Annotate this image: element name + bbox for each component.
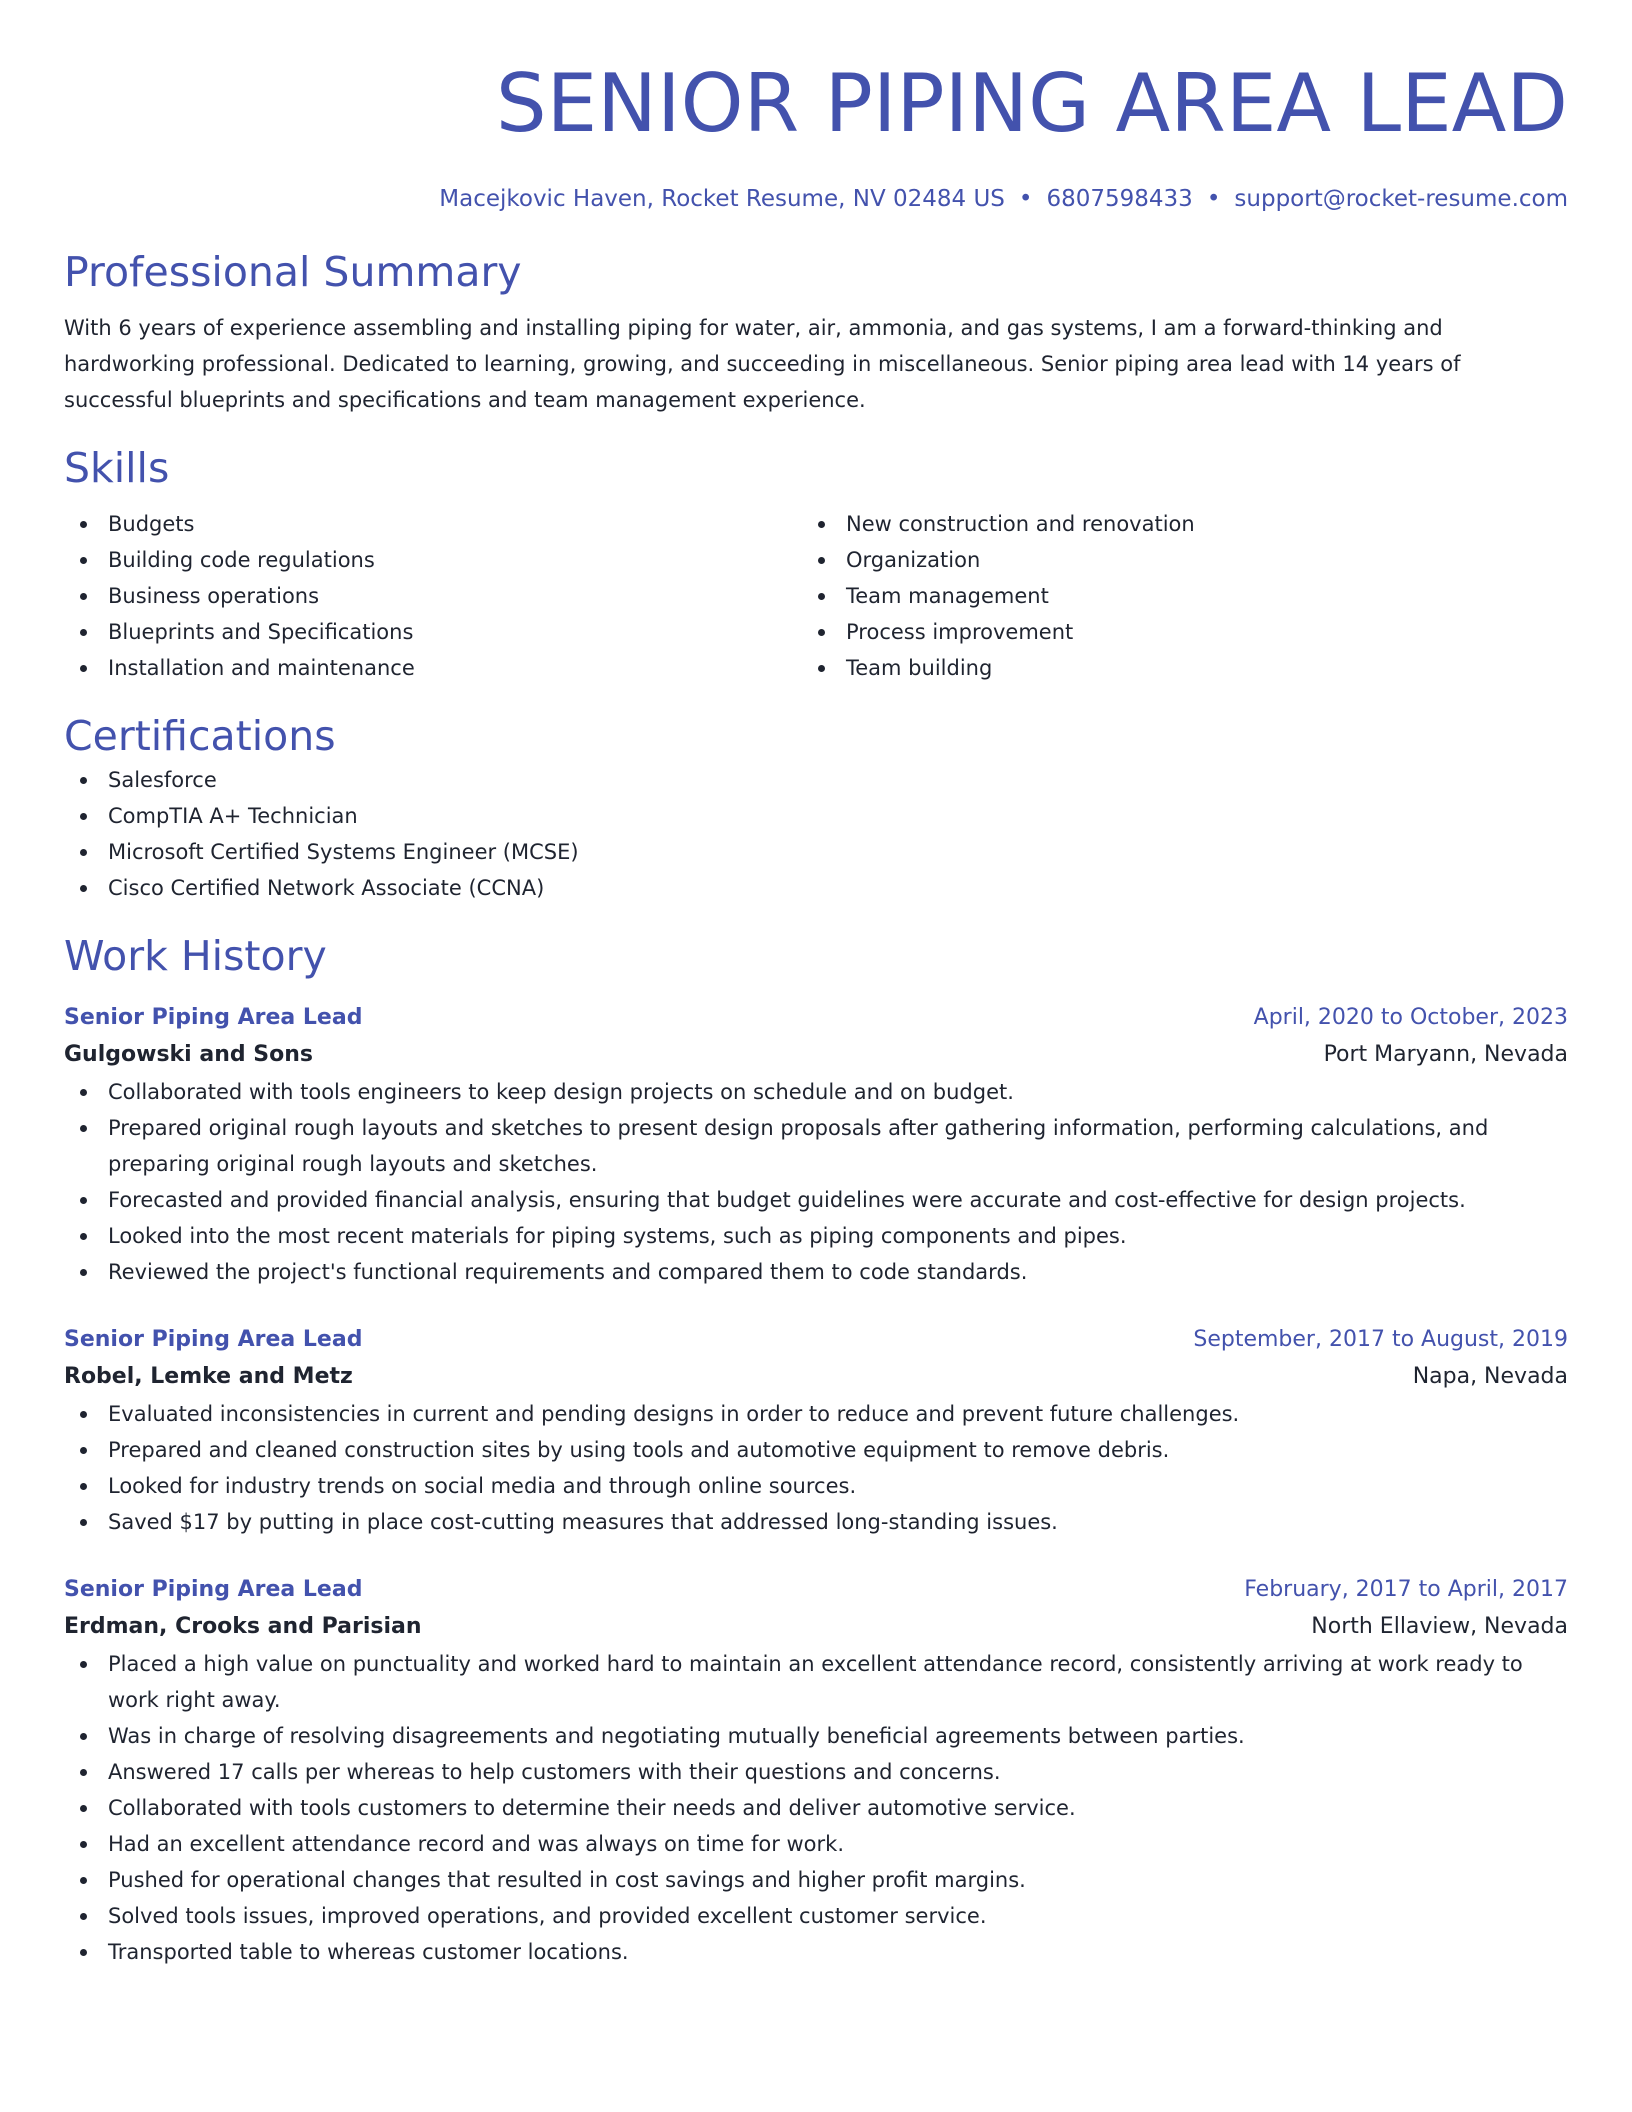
job-dates: September, 2017 to August, 2019 (1193, 1327, 1568, 1352)
certification-item: Salesforce (64, 762, 1568, 798)
skill-item: Team management (802, 578, 1540, 614)
contact-line (64, 182, 1568, 216)
job-bullets (64, 1646, 1568, 1970)
job-company-row (64, 1036, 1568, 1074)
skills-grid (64, 506, 1568, 686)
job-bullet: Collaborated with tools customers to determine their needs and deliver automotive service. (64, 1790, 1568, 1826)
job-bullet: Had an excellent attendance record and was always on time for work. (64, 1826, 1568, 1862)
job-title: Senior Piping Area Lead (64, 1327, 363, 1352)
contact-address: Macejkovic Haven, Rocket Resume, NV 02484 US (439, 186, 1005, 212)
job-location: Napa, Nevada (1412, 1364, 1568, 1389)
resume-header (64, 0, 1568, 216)
job-bullet: Answered 17 calls per whereas to help customers with their questions and concerns. (64, 1754, 1568, 1790)
job-bullet: Prepared and cleaned construction sites by using tools and automotive equipment to remove debris. (64, 1432, 1568, 1468)
skill-item: Installation and maintenance (64, 650, 802, 686)
job-header-row (64, 1572, 1568, 1608)
candidate-name: SENIOR PIPING AREA LEAD (495, 57, 1568, 150)
section-title-work-history: Work History (64, 932, 327, 980)
job-title: Senior Piping Area Lead (64, 1577, 363, 1602)
job-bullets (64, 1074, 1568, 1290)
job-bullet: Saved $17 by putting in place cost-cutting measures that addressed long-standing issues. (64, 1504, 1568, 1540)
contact-email[interactable]: support@rocket-resume.com (1234, 186, 1568, 212)
certifications-list (64, 762, 1568, 906)
job-bullet: Collaborated with tools engineers to keep design projects on schedule and on budget. (64, 1074, 1568, 1110)
skill-item: Blueprints and Specifications (64, 614, 802, 650)
skill-item: Business operations (64, 578, 802, 614)
job-title: Senior Piping Area Lead (64, 1005, 363, 1030)
job-header-row (64, 1000, 1568, 1036)
contact-separator: • (1206, 186, 1221, 212)
certification-item: Cisco Certified Network Associate (CCNA) (64, 870, 1568, 906)
job-bullets (64, 1396, 1568, 1540)
job-dates: February, 2017 to April, 2017 (1244, 1577, 1568, 1602)
contact-phone: 6807598433 (1046, 186, 1193, 212)
job-company: Robel, Lemke and Metz (64, 1364, 353, 1389)
job-bullet: Reviewed the project's functional requirements and compared them to code standards. (64, 1254, 1568, 1290)
skill-item: Team building (802, 650, 1540, 686)
job-location: North Ellaview, Nevada (1311, 1614, 1568, 1639)
section-title-summary: Professional Summary (64, 248, 522, 296)
skill-item: Building code regulations (64, 542, 802, 578)
summary-text: With 6 years of experience assembling and installing piping for water, air, ammonia, and gas systems, I am a forward-thinking and hardworking professional. Dedicated to learning, growing, and succeeding in miscellaneous. Senior piping area lead with 14 years of successful blueprints and specifications and team management experience. (64, 316, 1461, 412)
job-bullet: Solved tools issues, improved operations, and provided excellent customer service. (64, 1898, 1568, 1934)
section-title-certifications: Certifications (64, 712, 336, 760)
job-location: Port Maryann, Nevada (1323, 1042, 1568, 1067)
job-entry (64, 1572, 1568, 1970)
job-bullet: Evaluated inconsistencies in current and pending designs in order to reduce and prevent future challenges. (64, 1396, 1568, 1432)
job-company-row (64, 1358, 1568, 1396)
skill-item: Process improvement (802, 614, 1540, 650)
skill-item: New construction and renovation (802, 506, 1540, 542)
job-company: Gulgowski and Sons (64, 1042, 314, 1067)
job-bullet: Pushed for operational changes that resulted in cost savings and higher profit margins. (64, 1862, 1568, 1898)
job-company-row (64, 1608, 1568, 1646)
job-bullet: Forecasted and provided financial analysis, ensuring that budget guidelines were accurate and cost-effective for design projects. (64, 1182, 1568, 1218)
job-bullet: Placed a high value on punctuality and worked hard to maintain an excellent attendance record, consistently arriving at work ready to work right away. (64, 1646, 1568, 1718)
job-header-row (64, 1322, 1568, 1358)
certification-item: CompTIA A+ Technician (64, 798, 1568, 834)
job-entry (64, 1000, 1568, 1290)
job-bullet: Looked into the most recent materials for piping systems, such as piping components and pipes. (64, 1218, 1568, 1254)
job-bullet: Transported table to whereas customer locations. (64, 1934, 1568, 1970)
skill-item: Budgets (64, 506, 802, 542)
skills-list-left (64, 506, 802, 686)
job-bullet: Was in charge of resolving disagreements and negotiating mutually beneficial agreements between parties. (64, 1718, 1568, 1754)
section-title-skills: Skills (64, 444, 170, 492)
job-entry (64, 1322, 1568, 1540)
job-bullet: Looked for industry trends on social media and through online sources. (64, 1468, 1568, 1504)
job-company: Erdman, Crooks and Parisian (64, 1614, 422, 1639)
certification-item: Microsoft Certified Systems Engineer (MCSE) (64, 834, 1568, 870)
job-bullet: Prepared original rough layouts and sketches to present design proposals after gathering information, performing calculations, and preparing original rough layouts and sketches. (64, 1110, 1568, 1182)
skills-list-right (802, 506, 1540, 686)
job-dates: April, 2020 to October, 2023 (1253, 1005, 1568, 1030)
skill-item: Organization (802, 542, 1540, 578)
contact-separator: • (1018, 186, 1033, 212)
